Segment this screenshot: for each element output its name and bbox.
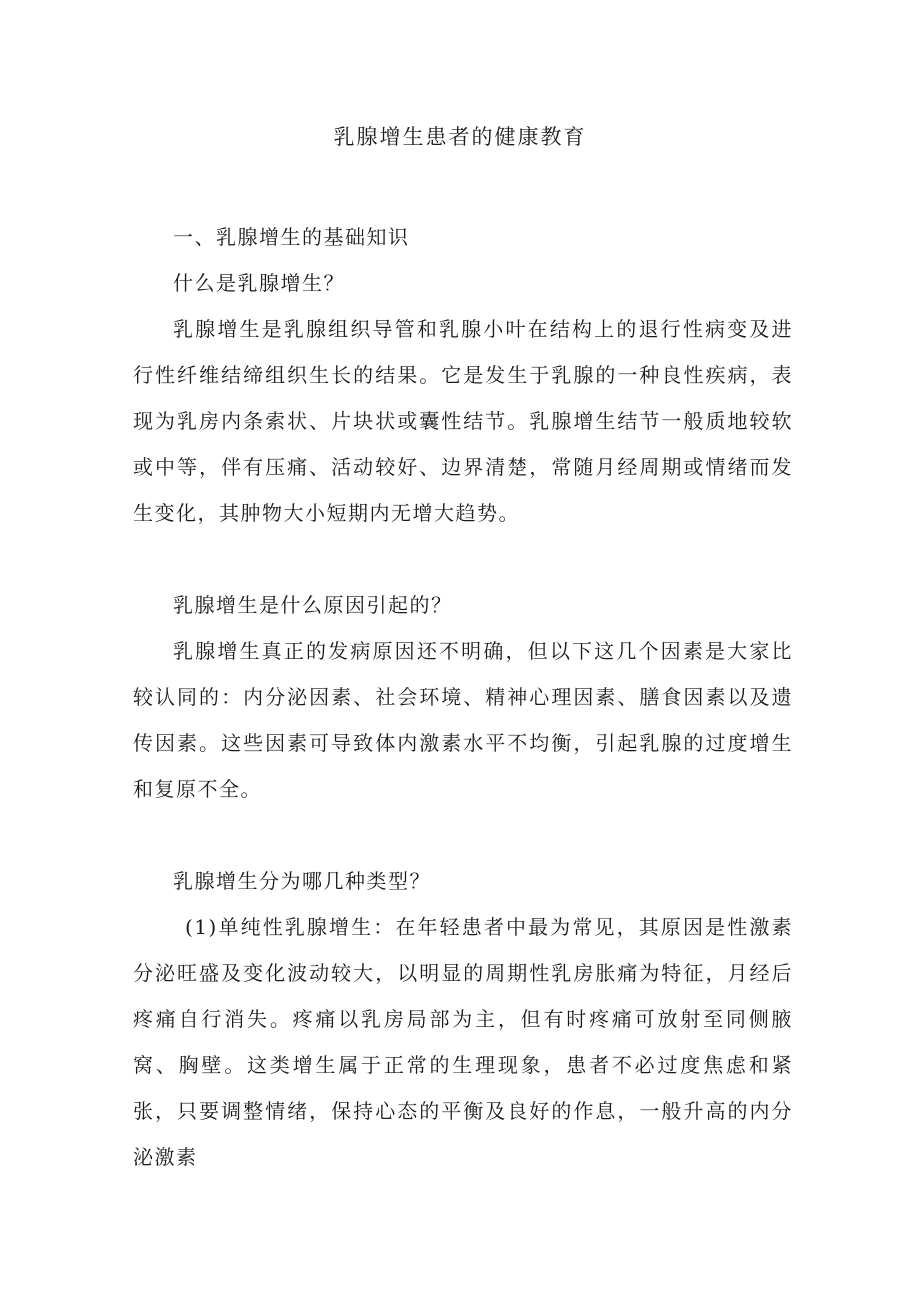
section-heading: 一、乳腺增生的基础知识	[173, 225, 410, 249]
paragraph: 乳腺增生是乳腺组织导管和乳腺小叶在结构上的退行性病变及进行性纤维结缔组织生长的结果。它是发生于乳腺的一种良性疾病，表现为乳房内条索状、片块状或囊性结节。乳腺增生结节一般质地较软或中等，伴有压痛、活动较好、边界清楚，常随月经周期或情绪而发生变化，其肿物大小短期内无增大趋势。	[133, 317, 793, 525]
list-item: (1)单纯性乳腺增生：在年轻患者中最为常见，其原因是性激素分泌旺盛及变化波动较大，以明显的周期性乳房胀痛为特征，月经后疼痛自行消失。疼痛以乳房局部为主，但有时疼痛可放射至同侧腋窝、胸壁。这类增生属于正常的生理现象，患者不必过度焦虑和紧张，只要调整情绪，保持心态的平衡及良好的作息，一般升高的内分泌激素	[133, 915, 793, 1169]
question-heading: 什么是乳腺增生？	[173, 271, 345, 295]
document-body	[133, 214, 793, 1180]
question-heading: 乳腺增生分为哪几种类型？	[173, 869, 431, 893]
question-heading: 乳腺增生是什么原因引起的？	[173, 593, 453, 617]
document-title: 乳腺增生患者的健康教育	[333, 125, 587, 149]
paragraph: 乳腺增生真正的发病原因还不明确，但以下这几个因素是大家比较认同的：内分泌因素、社会环境、精神心理因素、膳食因素以及遗传因素。这些因素可导致体内激素水平不均衡，引起乳腺的过度增生和复原不全。	[133, 639, 793, 801]
